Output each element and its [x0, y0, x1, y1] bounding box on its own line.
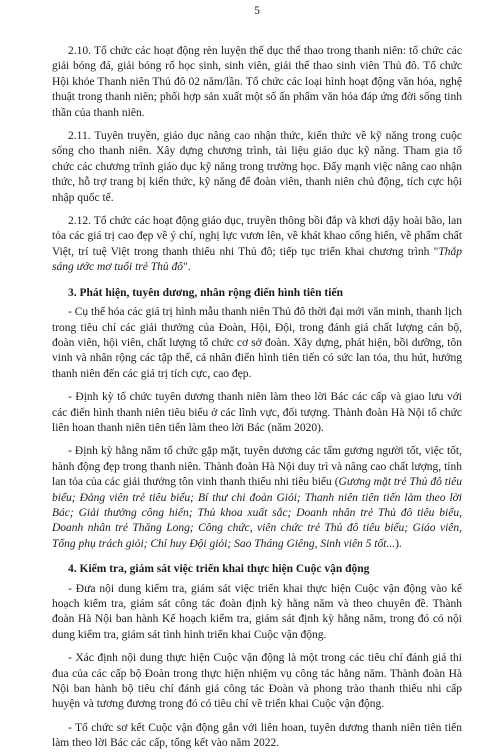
section-4-paragraph-2: - Xác định nội dung thực hiện Cuộc vận động là một trong các tiêu chí đánh giá thi đua của các cấp bộ Đoàn trong thực hiện nhiệm vụ công tác hằng năm. Thành đoàn Hà Nội ban hành bộ tiêu chí đánh giá công tác Đoàn và phong trào thanh thiếu nhi cấp huyện và tương đương trong đó có tiêu chí về triển khai Cuộc vận động.: [52, 652, 462, 711]
paragraph-2-12-end: ".: [183, 261, 191, 274]
section-4-paragraph-1: - Đưa nội dung kiểm tra, giám sát việc triển khai thực hiện Cuộc vận động vào kế hoạch kiểm tra, giám sát công tác đoàn định kỳ hằng năm và theo chuyên đề. Thành đoàn Hà Nội ban hành Kế hoạch kiểm tra, giám sát định kỳ hằng năm, trong đó có nội dung kiểm tra, giám sát tình hình triển khai Cuộc vận động.: [52, 582, 462, 641]
section-3-paragraph-1: - Cụ thể hóa các giá trị hình mẫu thanh niên Thủ đô thời đại mới văn minh, thanh lịch trong tiêu chí các giải thưởng của Đoàn, Hội, Đội, trong đánh giá chất lượng cán bộ, đoàn viên, hội viên, chất lượng tổ chức cơ sở đoàn. Xây dựng, phát hiện, bồi dưỡng, tôn vinh và nhân rộng các tập thể, cá nhân điển hình tiên tiến có sức lan tỏa, thu hút, hướng thanh niên đến các giá trị tích cực, cao đẹp.: [52, 306, 462, 380]
section-3-paragraph-3: [52, 444, 462, 552]
page-number: 5: [254, 5, 260, 17]
section-3-heading: 3. Phát hiện, tuyên dương, nhân rộng điển hình tiên tiến: [68, 286, 343, 299]
paragraph-2-12-text: 2.12. Tổ chức các hoạt động giáo dục, truyền thông bồi đắp và khơi dậy hoài bão, lan tỏa các giá trị cao đẹp về ý chí, nghị lực vươn lên, về khát khao cống hiến, về phẩm chất Việt, trí tuệ Việt trong thanh thiếu nhi Thủ đô; tiếp tục triển khai chương trình ": [52, 215, 462, 258]
section-3-paragraph-3-text: - Định kỳ hằng năm tổ chức gặp mặt, tuyên dương các tấm gương người tốt, việc tốt, hành động đẹp trong thanh niên. Thành đoàn Hà Nội duy trì và nâng cao chất lượng, tính lan tỏa của các giải thưởng tôn vinh thanh thiếu nhi tiêu biểu (: [52, 445, 462, 489]
section-4-heading: 4. Kiểm tra, giám sát việc triển khai thực hiện Cuộc vận động: [68, 563, 370, 576]
awards-list: Gương mặt trẻ Thủ đô tiêu biểu; Đảng viên trẻ tiêu biểu; Bí thư chi đoàn Giỏi; Thanh niên tiên tiến làm theo lời Bác; Giải thưởng công hiến; Thủ khoa xuất sắc; Doanh nhân trẻ Thủ đô tiêu biểu, Doanh nhân trẻ Thăng Long; Công chức, viên chức trẻ Thủ đô tiêu biểu; Giáo viên, Tổng phụ trách giỏi; Chỉ huy Đội giỏi; Sao Tháng Giêng, Sinh viên 5 tốt...: [52, 476, 462, 550]
program-name: Thắp sáng ước mơ tuổi trẻ Thủ đô: [52, 245, 462, 274]
section-3-paragraph-3-end: ).: [395, 537, 402, 550]
paragraph-2-11: 2.11. Tuyên truyền, giáo dục nâng cao nhận thức, kiến thức về kỹ năng trong cuộc sống cho thanh niên. Xây dựng chương trình, tài liệu giáo dục kỹ năng. Tham gia tổ chức các chương trình giáo dục kỹ năng trong trường học. Đẩy mạnh việc nâng cao nhận thức, hỗ trợ trang bị kiến thức, kỹ năng để đoàn viên, thanh niên chủ động, tích cực hội nhập quốc tế.: [52, 130, 462, 204]
paragraph-2-10: 2.10. Tổ chức các hoạt động rèn luyện thể dục thể thao trong thanh niên: tổ chức các giải bóng đá, giải bóng rổ học sinh, sinh viên, giải thể thao sinh viên Thủ đô. Tổ chức Hội khỏe Thanh niên Thủ đô 02 năm/lần. Tổ chức các loại hình hoạt động văn hóa, nghệ thuật trong thanh niên; phối hợp sản xuất một số ấn phẩm văn hóa đáp ứng đời sống tinh thần của thanh niên.: [52, 45, 462, 119]
section-3-paragraph-2: - Định kỳ tổ chức tuyên dương thanh niên làm theo lời Bác các cấp và giao lưu với các điển hình thanh niên tiêu biểu ở các lĩnh vực, đối tượng. Thành đoàn Hà Nội tổ chức liên hoan thanh niên tiên tiến làm theo lời Bác (năm 2020).: [52, 391, 462, 434]
section-4-paragraph-3: - Tổ chức sơ kết Cuộc vận động gắn với liên hoan, tuyên dương thanh niên tiên tiến làm theo lời Bác các cấp, tổng kết vào năm 2022.: [52, 721, 462, 750]
paragraph-2-12: [52, 214, 462, 276]
